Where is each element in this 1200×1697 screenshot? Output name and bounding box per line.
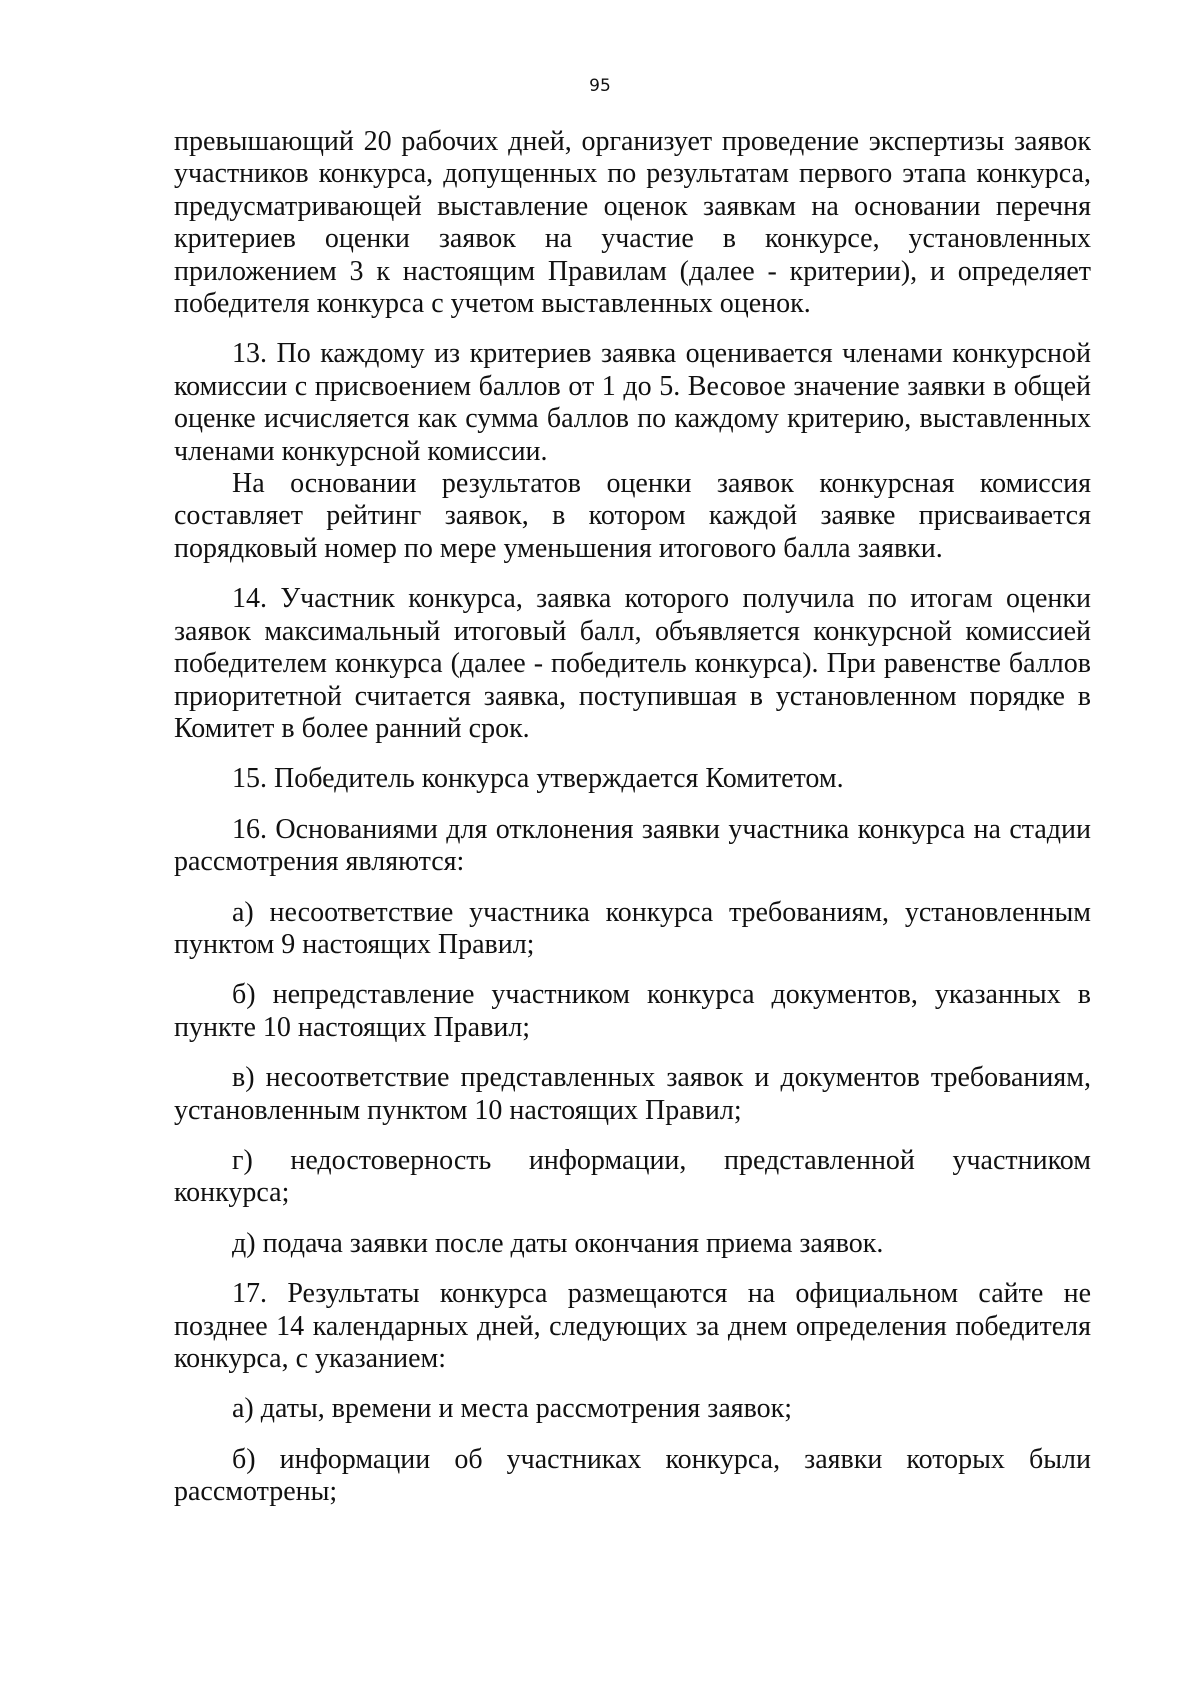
list-item-17b: б) информации об участниках конкурса, заявки которых были рассмотрены;	[174, 1443, 1091, 1508]
paragraph-13-rating: На основании результатов оценки заявок конкурсная комиссия составляет рейтинг заявок, в котором каждой заявке присваивается порядковый номер по мере уменьшения итогового балла заявки.	[174, 468, 1091, 564]
paragraph-15: 15. Победитель конкурса утверждается Комитетом.	[232, 763, 844, 795]
paragraph-14: 14. Участник конкурса, заявка которого получила по итогам оценки заявок максимальный итоговый балл, объявляется конкурсной комиссией победителем конкурса (далее - победитель конкурса). При равенстве баллов приоритетной считается заявка, поступившая в установленном порядке в Комитет в более ранний срок.	[174, 583, 1091, 744]
list-item-16a: а) несоответствие участника конкурса требованиям, установленным пунктом 9 настоящих Правил;	[174, 896, 1091, 960]
document-body	[174, 126, 1091, 1509]
list-item-16d: д) подача заявки после даты окончания приема заявок.	[232, 1227, 884, 1259]
list-item-16v: в) несоответствие представленных заявок и документов требованиям, установленным пунктом 10 настоящих Правил;	[174, 1062, 1091, 1126]
paragraph-13: 13. По каждому из критериев заявка оценивается членами конкурсной комиссии с присвоением баллов от 1 до 5. Весовое значение заявки в общей оценке исчисляется как сумма баллов по каждому критерию, выставленных членами конкурсной комиссии.	[174, 338, 1091, 467]
paragraph-16: 16. Основаниями для отклонения заявки участника конкурса на стадии рассмотрения являются:	[174, 813, 1091, 878]
list-item-16g: г) недостоверность информации, представленной участником конкурса;	[174, 1144, 1091, 1209]
list-item-16b: б) непредставление участником конкурса документов, указанных в пункте 10 настоящих Правил;	[174, 979, 1091, 1043]
paragraph-continuation: превышающий 20 рабочих дней, организует проведение экспертизы заявок участников конкурса, допущенных по результатам первого этапа конкурса, предусматривающей выставление оценок заявкам на основании перечня критериев оценки заявок на участие в конкурсе, установленных приложением 3 к настоящим Правилам (далее - критерии), и определяет победителя конкурса с учетом выставленных оценок.	[174, 126, 1091, 320]
paragraph-17: 17. Результаты конкурса размещаются на официальном сайте не позднее 14 календарных дней, следующих за днем определения победителя конкурса, с указанием:	[174, 1278, 1091, 1374]
list-item-17a: а) даты, времени и места рассмотрения заявок;	[232, 1393, 793, 1425]
page-number: 95	[589, 76, 611, 96]
